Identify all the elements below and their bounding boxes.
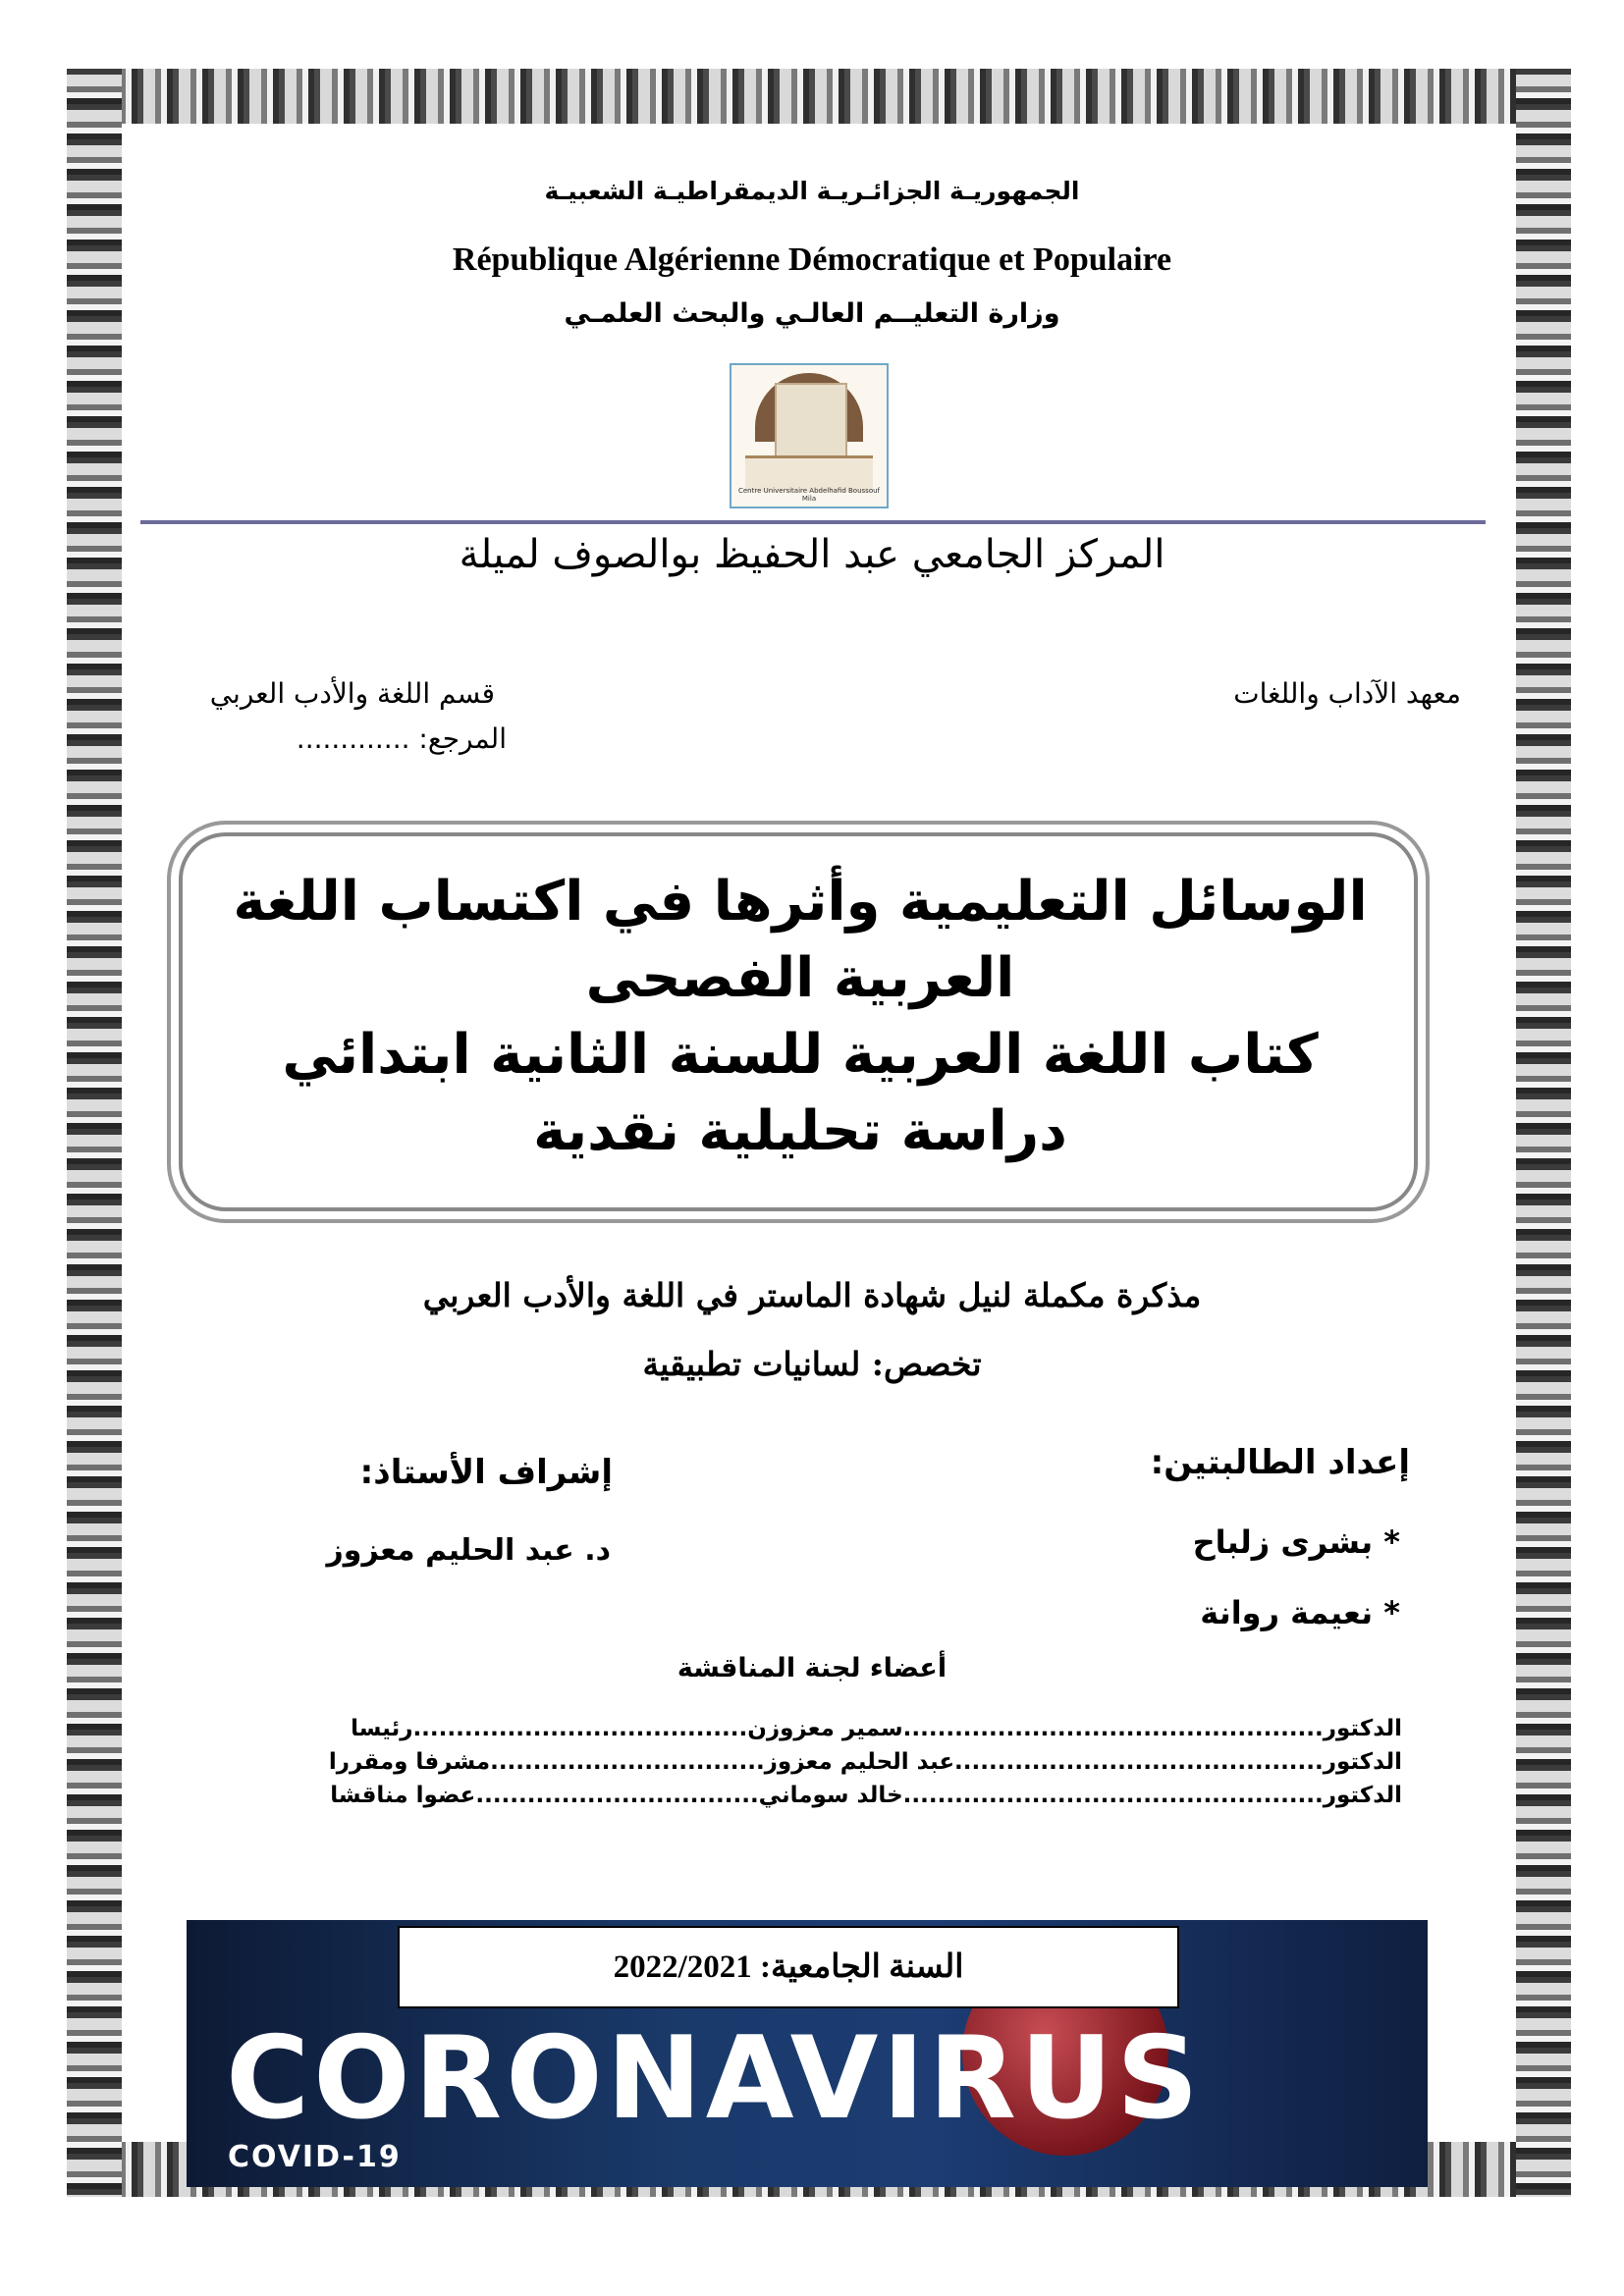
degree-statement: مذكرة مكملة لنيل شهادة الماستر في اللغة والأدب العربي xyxy=(422,1276,1202,1314)
academic-year: السنة الجامعية: 2022/2021 xyxy=(398,1926,1179,2008)
supervisor-name: د. عبد الحليم معزوز xyxy=(326,1533,611,1568)
jury-row: الدكتور.................................................سمير معزوزن.......................................رئيسا xyxy=(351,1716,1402,1741)
title-line-2: كتاب اللغة العربية للسنة الثانية ابتدائي دراسة تحليلية نقدية xyxy=(282,1023,1319,1163)
title-line-1: الوسائل التعليمية وأثرها في اكتساب اللغة العربية الفصحى xyxy=(233,870,1368,1010)
reference: المرجع: ............. xyxy=(296,722,507,755)
specialty: تخصص: لسانيات تطبيقية xyxy=(642,1345,982,1383)
republic-arabic: الجمهوريـة الجزائـريـة الديمقراطيـة الشعبيـة xyxy=(544,177,1080,205)
logo-caption: Centre Universitaire Abdelhafid Boussouf Mila xyxy=(737,487,881,503)
department: قسم اللغة والأدب العربي xyxy=(209,677,495,710)
decorative-border-left xyxy=(67,69,122,2197)
republic-french: République Algérienne Démocratique et Populaire xyxy=(452,241,1172,278)
student-2: * نعيمة روانة xyxy=(1200,1594,1400,1631)
university-logo xyxy=(730,363,889,508)
institute: معهد الآداب واللغات xyxy=(1233,677,1461,710)
jury-row: الدكتور...........................................عبد الحليم معزوز................................مشرفا ومقررا xyxy=(328,1749,1402,1775)
supervision-label: إشراف الأستاذ: xyxy=(359,1453,613,1492)
student-1: * بشرى زلباح xyxy=(1192,1523,1400,1561)
prepared-by-label: إعداد الطالبتين: xyxy=(1150,1443,1410,1482)
university-name: المركز الجامعي عبد الحفيظ بوالصوف لميلة xyxy=(459,532,1165,577)
decorative-border-right xyxy=(1516,69,1571,2197)
thesis-title xyxy=(206,864,1394,1170)
banner-word: CORONAVIRUS xyxy=(226,2012,1203,2145)
banner-sub: COVID-19 xyxy=(228,2140,402,2174)
ministry: وزارة التعليــم العالـي والبحث العلمـي xyxy=(564,298,1060,329)
divider xyxy=(140,520,1486,524)
jury-title: أعضاء لجنة المناقشة xyxy=(677,1653,947,1683)
jury-row: الدكتور.................................................خالد سوماني.................................عضوا مناقشا xyxy=(330,1783,1402,1808)
